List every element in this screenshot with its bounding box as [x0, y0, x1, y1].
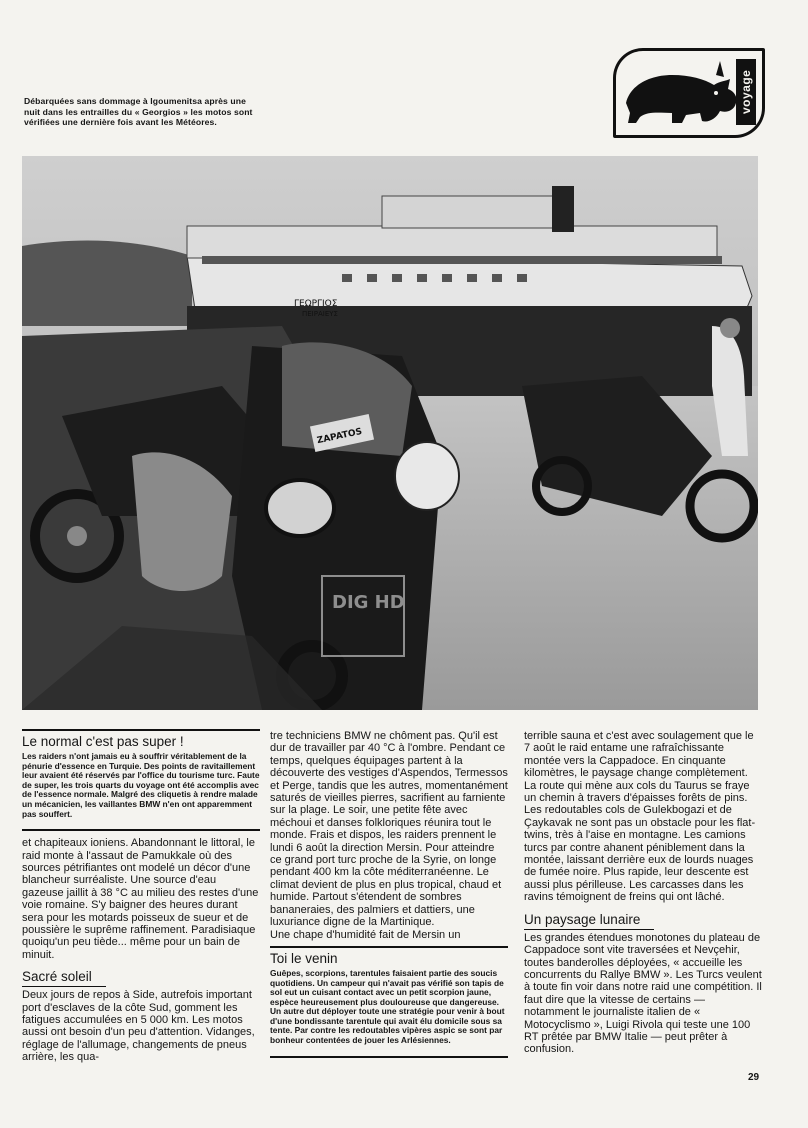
- ship-port: ΠΕΙΡΑΙΕΥΣ: [302, 310, 338, 318]
- box-title-venom: Toi le venin: [270, 946, 508, 967]
- bike-plate-text: ZAPATOS: [316, 426, 364, 447]
- paragraph-taurus: terrible sauna et c'est avec soulagement que le 7 août le raid entame une rafraîchissante montée vers la Cappadoce. En cinquante kilomètres, le paysage change complètement. La route qui mène aux cols du Taurus se fraye un chemin à travers d'épaisses forêts de pins. Les redoutables cols de Gulekbogazi et de Çaykavak ne sont pas un obstacle pour les flat-twins, très à l'aise en montagne. Les camions turcs par contre ahanent péniblement dans la montée, laissant derrière eux de lourds nuages de fumée noire. Plus rapide, leur descente est aussi plus périlleuse. Les carcasses dans les ravins témoignent de freins qui ont lâché.: [524, 730, 756, 904]
- paragraph-mersin: tre techniciens BMW ne chôment pas. Qu'il est dur de travailler par 40 °C à l'ombre. Pendant ce temps, quelques équipages partent à la découverte des vestiges d'Aspendos, Termessos et Perge, tandis que les autres, momentanément saturés de vieilles pierres, sacrifient au farniente sur la plage. Le soir, une petite fête avec méchoui et danses folkloriques réunira tout le monde. Frais et dispos, les raiders prennent le lundi 6 août la direction Mersin. Pour atteindre ce grand port turc proche de la Syrie, on longe pendant 400 km la côte méditerranéenne. Le climat devient de plus en plus tropical, chaud et humide. Partout s'étendent de sombres bananeraies, des palmiers et dattiers, une luxuriance digne de la Martinique.: [270, 730, 508, 929]
- column-left: [22, 729, 260, 1064]
- column-right: [524, 730, 762, 1056]
- box-text-venom: Guêpes, scorpions, tarentules faisaient partie des soucis quotidiens. Un campeur qui n'avait pas vérifié son tapis de sol eut un cuisant contact avec un petit scorpion jaune, espèce heureusement plus douloureuse que dangereuse. Un autre dut déployer toute une stratégie pour venir à bout d'une bondissante tarentule qui avait élu domicile sous sa tente. Par contre les redoutables vipères aspic se sont par bonheur contentées de jouer les Arlésiennes.: [270, 967, 505, 1046]
- page-number: 29: [748, 1072, 760, 1083]
- ferry-motorcycles-photo: [22, 156, 758, 710]
- box-text-fuel: Les raiders n'ont jamais eu à souffrir véritablement de la pénurie d'essence en Turquie. Des points de ravitaillement leur avaient été réservés par l'office du tourisme turc. Faute de super, les trois quarts du voyage ont été accomplis avec de l'essence normale. Malgré des cliquetis à rendre malade un mécanicien, les vaillantes BMW n'en ont apparemment pas souffert.: [22, 751, 260, 819]
- voyage-wordmark: voyage: [736, 59, 756, 125]
- sidebar-box-fuel: [22, 729, 260, 831]
- voyage-logo: [613, 48, 765, 138]
- paragraph-side: Deux jours de repos à Side, autrefois important port d'esclaves de la côte Sud, gomment les fatigues accumulées en 5 000 km. Les motos aussi ont besoin d'un peu d'attention. Vidanges, réglage de l'allumage, changements de pneus arrière, les qua-: [22, 989, 255, 1064]
- column-middle: [270, 730, 508, 1064]
- paragraph-pamukkale: et chapiteaux ioniens. Abandonnant le littoral, le raid monte à l'assaut de Pamukkale où des sources pétrifiantes ont modelé un décor d'une blancheur surréaliste. Une source d'eau gazeuse jaillit à 38 °C au milieu des restes d'une voie romaine. S'y baigner des heures durant sera pour les motards poisseux de sueur et de poussière le suprême raffinement. Paradisiaque quoiqu'un peu tiède... même pour un bain de minuit.: [22, 837, 259, 961]
- ship-name: ΓΕΩΡΓΙΟΣ: [294, 299, 338, 309]
- sidebar-box-venom: [270, 946, 508, 1058]
- box-title-fuel: Le normal c'est pas super !: [22, 729, 260, 750]
- paragraph-cappadoce: Les grandes étendues monotones du plateau de Cappadoce sont vite traversées et Nevçehir, toutes banderolles déployées, « accueille les concurrents du Rallye BMW ». Les Turcs veulent à toute fin voir dans notre raid une compétition. Il faut dire que la vitesse de certains — notamment le journaliste italien de « Motocyclismo », Luigi Rivola qui teste une 100 RT prêtée par BMW Italie — peut prêter à confusion.: [524, 931, 762, 1056]
- paragraph-humidity: Une chape d'humidité fait de Mersin un: [270, 928, 461, 941]
- heading-sacre-soleil: Sacré soleil: [22, 969, 106, 987]
- heading-paysage-lunaire: Un paysage lunaire: [524, 912, 654, 930]
- photo-watermark: DIG HD: [332, 592, 405, 613]
- photo-caption: Débarquées sans dommage à Igoumenitsa après une nuit dans les entrailles du « Georgios » les motos sont vérifiées une dernière fois avant les Météores.: [24, 96, 253, 128]
